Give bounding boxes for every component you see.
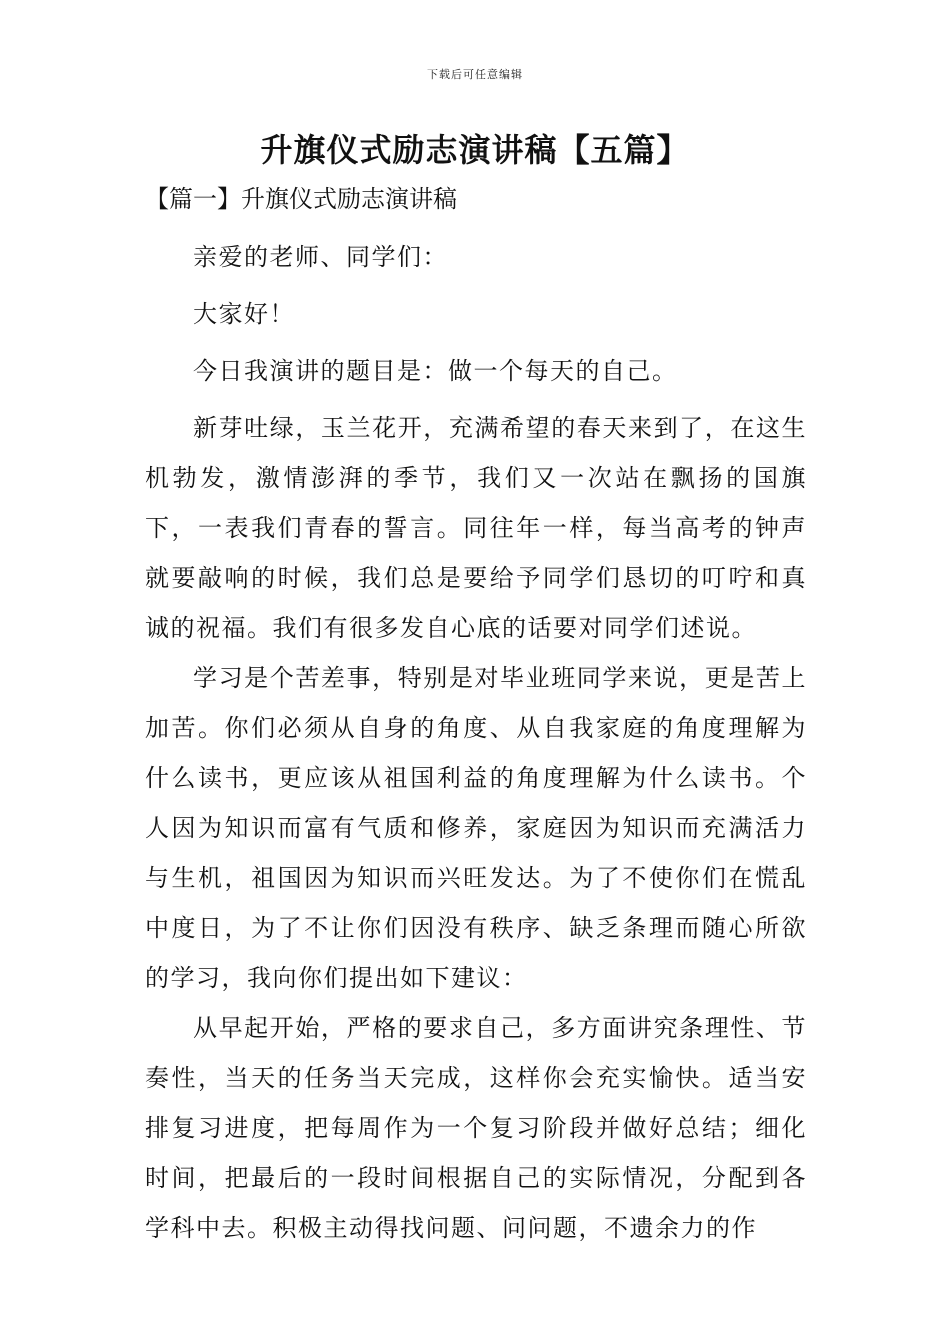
section-heading: 【篇一】升旗仪式励志演讲稿	[145, 185, 457, 213]
salutation-paragraph: 亲爱的老师、同学们：	[193, 243, 448, 271]
topic-paragraph: 今日我演讲的题目是：做一个每天的自己。	[193, 357, 678, 385]
greeting-paragraph: 大家好！	[193, 300, 295, 328]
document-title: 升旗仪式励志演讲稿【五篇】	[260, 131, 690, 169]
body-paragraph: 从早起开始，严格的要求自己，多方面讲究条理性、节奏性，当天的任务当天完成，这样你会充实愉快。适当安排复习进度，把每周作为一个复习阶段并做好总结；细化时间，把最后的一段时间根据自己的实际情况，分配到各学科中去。积极主动得找问题、问问题，不遗余力的作	[145, 1014, 807, 1242]
page-header-note: 下载后可任意编辑	[427, 68, 523, 81]
document-body	[145, 232, 807, 1253]
body-paragraph: 学习是个苦差事，特别是对毕业班同学来说，更是苦上加苦。你们必须从自身的角度、从自我家庭的角度理解为什么读书，更应该从祖国利益的角度理解为什么读书。个人因为知识而富有气质和修养，家庭因为知识而充满活力与生机，祖国因为知识而兴旺发达。为了不使你们在慌乱中度日，为了不让你们因没有秩序、缺乏条理而随心所欲的学习，我向你们提出如下建议：	[145, 664, 807, 992]
body-paragraph: 新芽吐绿，玉兰花开，充满希望的春天来到了，在这生机勃发，激情澎湃的季节，我们又一次站在飘扬的国旗下，一表我们青春的誓言。同往年一样，每当高考的钟声就要敲响的时候，我们总是要给予同学们恳切的叮咛和真诚的祝福。我们有很多发自心底的话要对同学们述说。	[145, 414, 807, 642]
